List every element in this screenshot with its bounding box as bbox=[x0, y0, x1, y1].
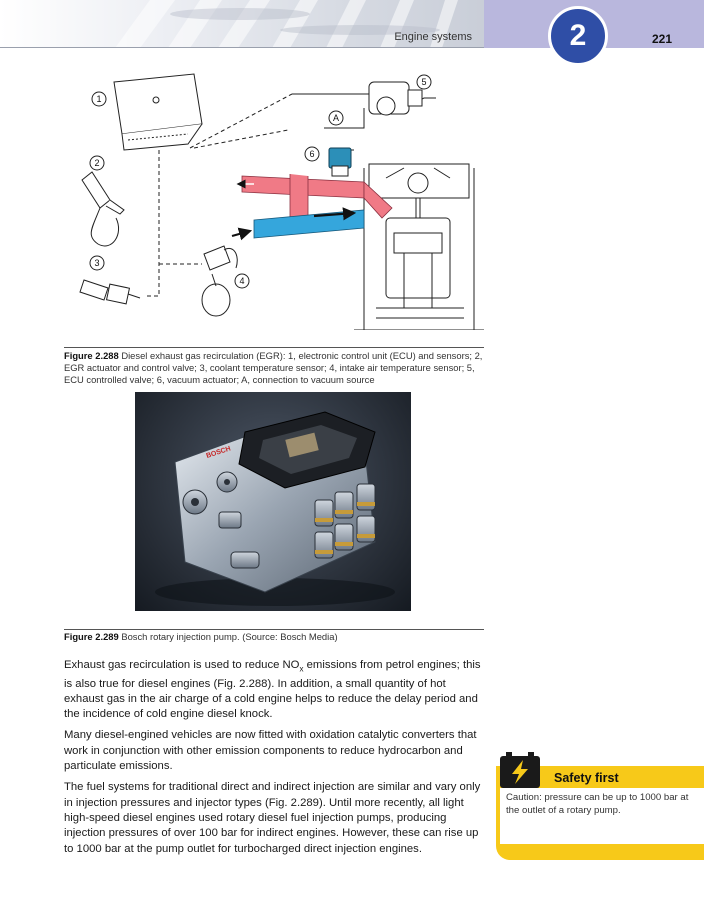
bosch-label: BOSCH bbox=[205, 445, 232, 460]
caption-label-289: Figure 2.289 bbox=[64, 631, 119, 642]
ecu-module bbox=[114, 74, 202, 150]
caption-text-289: Bosch rotary injection pump. (Source: Bosch Media) bbox=[118, 631, 338, 642]
safety-title: Safety first bbox=[554, 771, 619, 785]
callout-3 bbox=[90, 256, 104, 270]
vacuum-actuator bbox=[329, 148, 351, 176]
paragraph-1: Exhaust gas recirculation is used to reduce $NO_x$ emissions from petrol engines; this is also true for diesel engines (Fig. 2.288). In addition, a small quantity of hot exhaust gas in the air charge of a cold engine helps to reduce the delay period and the incidence of cold engine diesel knock. bbox=[64, 659, 481, 721]
svg-text:3: 3 bbox=[94, 258, 100, 268]
safety-first-box bbox=[496, 752, 704, 860]
caption-text-288: Diesel exhaust gas recirculation (EGR): 1, electronic control unit (ECU) and sensors; 2, EGR actuator and control valve; 3, coolant temperature sensor; 4, intake air temperature sensor; 5, ECU controlled valve; 6, vacuum actuator; A, connection to vacuum source bbox=[64, 350, 483, 385]
egr-diagram bbox=[64, 68, 484, 330]
callout-1 bbox=[92, 92, 106, 106]
header-rule bbox=[0, 47, 484, 48]
ecu-controlled-valve bbox=[369, 82, 422, 115]
battery-lightning-icon bbox=[498, 752, 542, 788]
caption-rule-289 bbox=[64, 629, 484, 630]
coolant-temp-sensor bbox=[80, 280, 140, 304]
safety-text: Caution: pressure can be up to 1000 bar at the outlet of a rotary pump. bbox=[506, 792, 689, 816]
egr-actuator bbox=[82, 172, 124, 246]
engine-cross-section bbox=[354, 164, 484, 330]
figure-caption-288 bbox=[64, 350, 484, 386]
chapter-badge: 2 bbox=[548, 6, 608, 66]
caption-label-288: Figure 2.288 bbox=[64, 350, 119, 361]
callout-a bbox=[329, 111, 343, 125]
caption-rule-288 bbox=[64, 347, 484, 348]
page-number: 221 bbox=[652, 32, 673, 46]
callout-5 bbox=[417, 75, 431, 89]
running-header: Engine systems bbox=[394, 31, 472, 43]
body-text bbox=[64, 658, 488, 863]
callout-2 bbox=[90, 156, 104, 170]
intake-air-temp-sensor bbox=[202, 246, 237, 316]
paragraph-3: The fuel systems for traditional direct and indirect injection are similar and vary only in injection pressures and injector types (Fig. 2.289). Until more recently, all light high-speed diesel engines used rotary diesel fuel injection pumps, producing injection pressures of over 100 bar for indirect engines. However, these can rise up to 1000 bar at the pump outlet for turbocharged direct injection engines. bbox=[64, 781, 481, 855]
bosch-pump-photo bbox=[135, 392, 411, 611]
svg-text:1: 1 bbox=[96, 94, 102, 104]
svg-text:6: 6 bbox=[309, 149, 315, 159]
callout-6 bbox=[305, 147, 319, 161]
svg-text:5: 5 bbox=[421, 77, 427, 87]
svg-text:4: 4 bbox=[239, 276, 245, 286]
svg-text:A: A bbox=[332, 113, 340, 123]
callout-4 bbox=[235, 274, 249, 288]
paragraph-2: Many diesel-engined vehicles are now fitted with oxidation catalytic converters that work in conjunction with other emission components to reduce hydrocarbon and particulate emissions. bbox=[64, 729, 477, 773]
figure-caption-289 bbox=[64, 631, 484, 643]
svg-text:2: 2 bbox=[94, 158, 100, 168]
